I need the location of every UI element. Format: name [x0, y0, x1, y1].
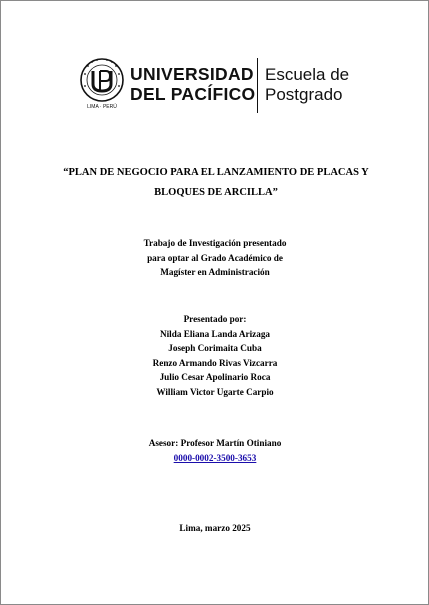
author-name: Renzo Armando Rivas Vizcarra — [152, 357, 278, 368]
title-line2: BLOQUES DE ARCILLA” — [154, 187, 278, 198]
authors-section — [65, 312, 365, 399]
document-title — [41, 163, 391, 203]
school-name-line1: Escuela de — [265, 65, 350, 84]
title-line1: “PLAN DE NEGOCIO PARA EL LANZAMIENTO DE PLACAS Y — [63, 167, 369, 178]
author-name: Joseph Corimaita Cuba — [168, 343, 262, 353]
purpose-line1: Trabajo de Investigación presentado — [143, 238, 287, 248]
university-name-line1: UNIVERSIDAD — [130, 64, 254, 84]
university-seal-icon — [80, 56, 124, 111]
place-date-text: Lima, marzo 2025 — [179, 523, 251, 533]
logo-divider — [257, 58, 258, 113]
orcid-link[interactable]: 0000-0002-3500-3653 — [173, 452, 257, 463]
purpose-line2: para optar al Grado Académico de — [147, 252, 283, 263]
authors-heading: Presentado por: — [183, 314, 247, 324]
purpose-line3: Magíster en Administración — [160, 267, 270, 277]
author-name: Nilda Eliana Landa Arizaga — [159, 328, 271, 339]
author-name: Julio Cesar Apolinario Roca — [159, 372, 271, 382]
svg-text:LIMA · PERÚ: LIMA · PERÚ — [87, 104, 117, 110]
university-name-line2: DEL PACÍFICO — [130, 84, 256, 104]
university-name — [130, 64, 255, 104]
school-name-line2: Postgrado — [265, 85, 343, 104]
purpose-statement — [65, 236, 365, 280]
author-name: William Victor Ugarte Carpio — [156, 386, 274, 397]
advisor-section — [65, 436, 365, 465]
place-date — [65, 521, 365, 536]
advisor-label: Asesor: Profesor Martín Otiniano — [148, 438, 282, 448]
university-logo — [80, 56, 360, 116]
school-name — [265, 65, 349, 105]
